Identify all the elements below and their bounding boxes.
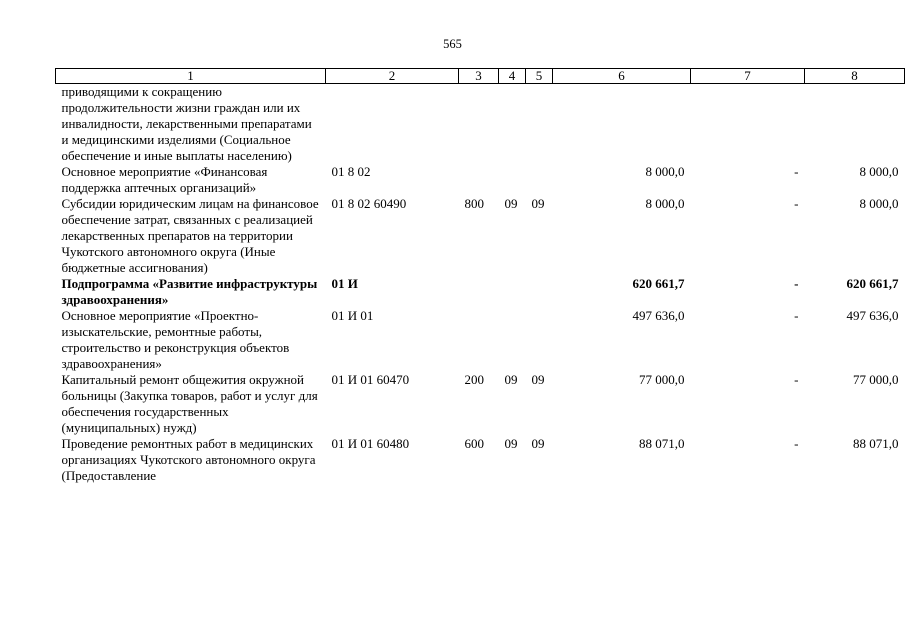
row-name: Основное мероприятие «Финансовая поддержка аптечных организаций» xyxy=(61,164,268,195)
row-code: 01 И xyxy=(331,276,358,291)
row-section: 09 xyxy=(504,196,518,211)
row-expense-type xyxy=(459,308,499,372)
table-row xyxy=(56,308,905,372)
page-number: 565 xyxy=(443,37,462,51)
row-name: Субсидии юридическим лицам на финансовое обеспечение затрат, связанных с реализацией лекарственных препаратов на территории Чукотского автономного округа (Иные бюджетные ассигнования) xyxy=(61,196,319,275)
row-code: 01 И 01 60470 xyxy=(331,372,410,387)
row-amount-6: 497 636,0 xyxy=(632,308,685,323)
row-amount-6: 8 000,0 xyxy=(645,196,685,211)
row-subsection: 09 xyxy=(531,436,545,451)
row-subsection: 09 xyxy=(531,196,545,211)
row-amount-7: - xyxy=(794,436,799,451)
row-amount-7: - xyxy=(794,196,799,211)
row-code: 01 8 02 60490 xyxy=(331,196,407,211)
row-code xyxy=(326,84,459,165)
row-code: 01 И 01 xyxy=(331,308,374,323)
row-amount-6 xyxy=(553,84,691,165)
column-header-3: 3 xyxy=(459,69,499,84)
table-row xyxy=(56,164,905,196)
row-expense-type: 200 xyxy=(464,372,484,387)
column-header-5: 5 xyxy=(526,69,553,84)
column-header-2: 2 xyxy=(326,69,459,84)
row-subsection xyxy=(526,276,553,308)
table-row-subprogram xyxy=(56,276,905,308)
row-amount-8 xyxy=(805,84,905,165)
table-row xyxy=(56,436,905,484)
row-amount-7: - xyxy=(794,372,799,387)
row-amount-7: - xyxy=(794,164,799,179)
row-name: Подпрограмма «Развитие инфраструктуры здравоохранения» xyxy=(61,276,318,307)
row-amount-8: 88 071,0 xyxy=(853,436,899,451)
row-amount-8: 620 661,7 xyxy=(846,276,899,291)
column-header-7: 7 xyxy=(691,69,805,84)
row-code: 01 И 01 60480 xyxy=(331,436,410,451)
row-expense-type: 800 xyxy=(464,196,484,211)
table-row xyxy=(56,372,905,436)
row-amount-6: 620 661,7 xyxy=(632,276,685,291)
row-amount-7: - xyxy=(794,308,799,323)
row-section: 09 xyxy=(504,372,518,387)
budget-table xyxy=(55,68,905,484)
row-subsection xyxy=(526,308,553,372)
table-row xyxy=(56,196,905,276)
row-subsection: 09 xyxy=(531,372,545,387)
row-section xyxy=(499,276,526,308)
row-name: Основное мероприятие «Проектно-изыскательские, ремонтные работы, строительство и реконструкция объектов здравоохранения» xyxy=(61,308,290,371)
row-name: Проведение ремонтных работ в медицинских организациях Чукотского автономного округа (Предоставление xyxy=(61,436,316,483)
row-section xyxy=(499,164,526,196)
column-header-4: 4 xyxy=(499,69,526,84)
row-subsection xyxy=(526,84,553,165)
row-amount-8: 77 000,0 xyxy=(853,372,899,387)
row-expense-type: 600 xyxy=(464,436,484,451)
column-header-6: 6 xyxy=(553,69,691,84)
table-row xyxy=(56,84,905,165)
row-subsection xyxy=(526,164,553,196)
table-header-row xyxy=(56,69,905,84)
row-name: Капитальный ремонт общежития окружной больницы (Закупка товаров, работ и услуг для обеспечения государственных (муниципальных) нужд) xyxy=(61,372,318,435)
row-amount-6: 8 000,0 xyxy=(645,164,685,179)
row-amount-7: - xyxy=(794,276,799,291)
row-expense-type xyxy=(459,84,499,165)
row-amount-7 xyxy=(691,84,805,165)
row-section xyxy=(499,308,526,372)
row-section: 09 xyxy=(504,436,518,451)
column-header-8: 8 xyxy=(805,69,905,84)
row-amount-8: 8 000,0 xyxy=(859,196,899,211)
row-amount-8: 497 636,0 xyxy=(846,308,899,323)
row-expense-type xyxy=(459,164,499,196)
row-amount-6: 77 000,0 xyxy=(639,372,685,387)
row-name: приводящими к сокращению продолжительности жизни граждан или их инвалидности, лекарственными препаратами и медицинскими изделиями (Социальное обеспечение и иные выплаты населению) xyxy=(61,84,312,163)
row-amount-8: 8 000,0 xyxy=(859,164,899,179)
row-expense-type xyxy=(459,276,499,308)
row-amount-6: 88 071,0 xyxy=(639,436,685,451)
row-code: 01 8 02 xyxy=(331,164,371,179)
column-header-1: 1 xyxy=(56,69,326,84)
row-section xyxy=(499,84,526,165)
